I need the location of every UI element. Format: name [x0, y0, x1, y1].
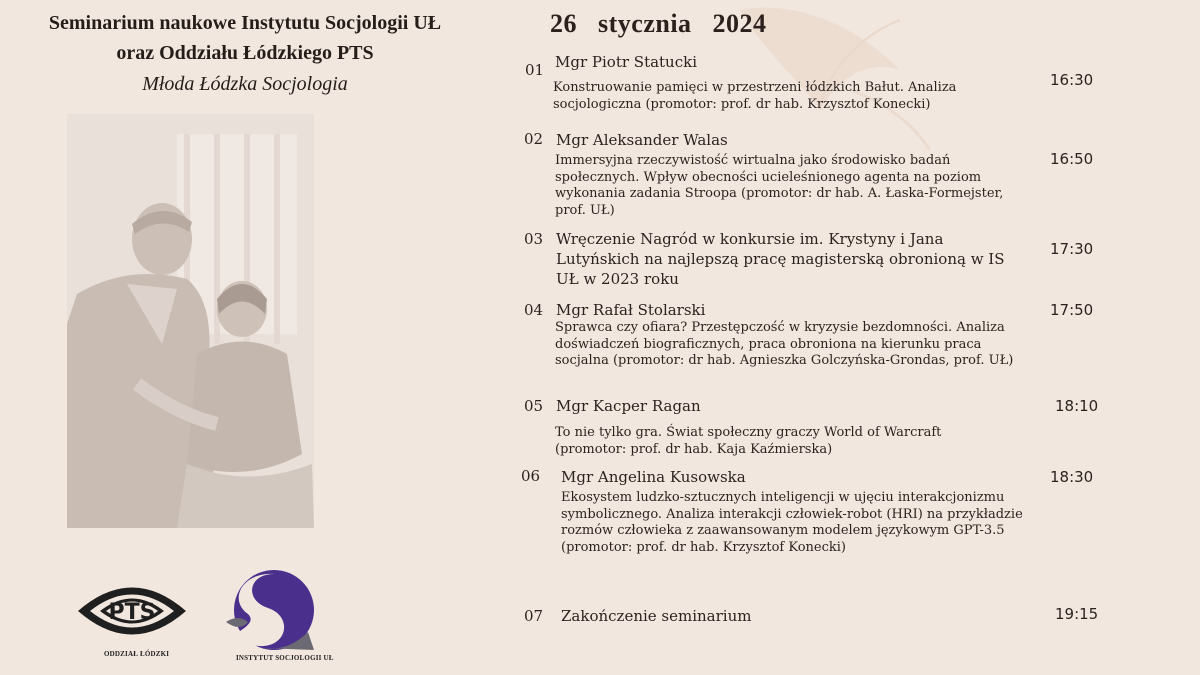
item-time: 18:30 [1050, 468, 1094, 486]
item-number: 01 [525, 61, 545, 79]
item-description: Ekosystem ludzko-sztucznych inteligencji w ujęciu interakcjonizmu symbolicznego. Analiza interakcji człowiek-robot (HRI) na przykładzie rozmów człowieka z zaawansowanym modelem językowym GPT-3.5 (promotor: prof. dr hab. Krzysztof Konecki) [561, 490, 1023, 555]
pts-logo-caption: ODDZIAŁ ŁÓDZKI [104, 650, 170, 658]
item-speaker: Mgr Piotr Statucki [555, 53, 698, 71]
item-speaker: Mgr Angelina Kusowska [561, 468, 746, 486]
item-time: 19:15 [1055, 605, 1099, 623]
item-number: 02 [524, 130, 544, 148]
item-speaker: Mgr Kacper Ragan [556, 397, 701, 415]
item-time: 18:10 [1055, 397, 1099, 415]
item-time: 17:50 [1050, 301, 1094, 319]
vintage-photo [67, 114, 314, 528]
item-number: 05 [524, 397, 544, 415]
is-ul-logo [218, 570, 334, 664]
item-number: 03 [524, 230, 544, 248]
pts-logo [72, 572, 192, 662]
award-ceremony: Wręczenie Nagród w konkursie im. Krystyny i Jana Lutyńskich na najlepszą pracę magisterską obronioną w IS UŁ w 2023 roku [556, 230, 1005, 288]
is-ul-logo-caption: INSTYTUT SOCJOLOGII UŁ [236, 654, 334, 662]
item-description: To nie tylko gra. Świat społeczny graczy World of Warcraft (promotor: prof. dr hab. Kaja Kaźmierska) [555, 425, 942, 457]
item-speaker: Mgr Aleksander Walas [556, 131, 728, 149]
pts-logo-mark: PTS [108, 600, 156, 625]
seminar-title-line1: Seminarium naukowe Instytutu Socjologii UŁ [48, 12, 442, 34]
item-number: 04 [524, 301, 544, 319]
item-time: 16:30 [1050, 71, 1094, 89]
item-time: 17:30 [1050, 240, 1094, 258]
item-description: Immersyjna rzeczywistość wirtualna jako środowisko badań społecznych. Wpływ obecności ucieleśnionego agenta na poziom wykonania zadania Stroopa (promotor: dr hab. A. Łaska-Formejster, prof. UŁ) [555, 153, 1004, 218]
item-number: 06 [521, 467, 541, 485]
event-date: 26 stycznia 2024 [550, 9, 767, 38]
item-description: Konstruowanie pamięci w przestrzeni łódzkich Bałut. Analiza socjologiczna (promotor: prof. dr hab. Krzysztof Konecki) [553, 80, 957, 112]
item-description: Sprawca czy ofiara? Przestępczość w kryzysie bezdomności. Analiza doświadczeń biograficznych, praca obroniona na kierunku praca socjalna (promotor: dr hab. Agnieszka Golczyńska-Grondas, prof. UŁ) [555, 320, 1014, 368]
seminar-title-line2: oraz Oddziału Łódzkiego PTS [116, 42, 374, 64]
seminar-subtitle: Młoda Łódzka Socjologia [142, 73, 348, 95]
seminar-header [0, 8, 490, 100]
item-number: 07 [524, 607, 544, 625]
item-speaker: Mgr Rafał Stolarski [556, 301, 706, 319]
item-time: 16:50 [1050, 150, 1094, 168]
closing-label: Zakończenie seminarium [561, 607, 752, 625]
